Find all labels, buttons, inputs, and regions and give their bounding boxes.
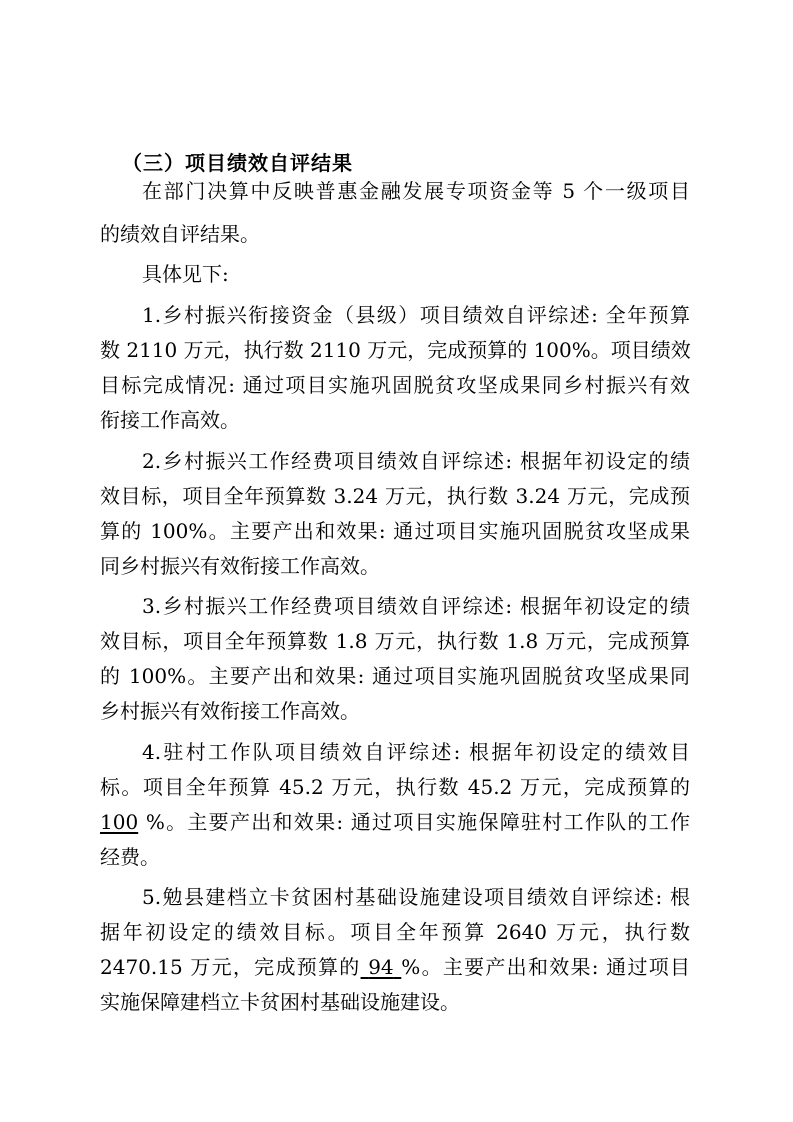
item-4-percent-value: 100 — [100, 810, 139, 834]
item-3-line: 的 100%。主要产出和效果: 通过项目实施巩固脱贫攻坚成果同 — [100, 664, 690, 688]
item-5-line — [100, 951, 690, 983]
item-3-line: 3.乡村振兴工作经费项目绩效自评综述: 根据年初设定的绩 — [142, 594, 690, 618]
item-1-line: 目标完成情况: 通过项目实施巩固脱贫攻坚成果同乡村振兴有效 — [100, 373, 690, 397]
item-2-line: 算的 100%。主要产出和效果: 通过项目实施巩固脱贫攻坚成果 — [100, 519, 690, 543]
item-3-line: 效目标，项目全年预算数 1.8 万元，执行数 1.8 万元，完成预算 — [100, 629, 690, 653]
item-5-line: 据年初设定的绩效目标。项目全年预算 2640 万元，执行数 — [100, 920, 690, 944]
item-4-line-rest: %。主要产出和效果: 通过项目实施保障驻村工作队的工作 — [145, 810, 690, 834]
item-2-line: 同乡村振兴有效衔接工作高效。 — [100, 554, 380, 578]
item-5-line-rest: %。主要产出和效果: 通过项目 — [401, 955, 691, 979]
item-1-line: 衔接工作高效。 — [100, 408, 240, 432]
item-2-line: 效目标，项目全年预算数 3.24 万元，执行数 3.24 万元，完成预 — [100, 484, 690, 508]
item-4-line: 经费。 — [100, 845, 160, 869]
detail-label: 具体见下: — [142, 262, 229, 286]
item-5-line: 5.勉县建档立卡贫困村基础设施建设项目绩效自评综述: 根 — [142, 885, 690, 909]
item-4-line: 标。项目全年预算 45.2 万元，执行数 45.2 万元，完成预算的 — [100, 775, 690, 799]
item-4-line: 4.驻村工作队项目绩效自评综述: 根据年初设定的绩效目 — [142, 740, 690, 764]
item-5-percent-value: 94 — [368, 955, 394, 979]
intro-line: 在部门决算中反映普惠金融发展专项资金等 5 个一级项目 — [142, 179, 690, 203]
intro-line: 的绩效自评结果。 — [100, 222, 260, 246]
item-5-line-start: 2470.15 万元，完成预算的 — [100, 955, 361, 979]
item-4-line — [100, 806, 690, 838]
section-heading: （三）项目绩效自评结果 — [122, 151, 353, 175]
item-1-line: 1.乡村振兴衔接资金（县级）项目绩效自评综述: 全年预算 — [142, 303, 690, 327]
item-1-line: 数 2110 万元，执行数 2110 万元，完成预算的 100%。项目绩效 — [100, 338, 691, 362]
item-3-line: 乡村振兴有效衔接工作高效。 — [100, 699, 360, 723]
item-5-line: 实施保障建档立卡贫困村基础设施建设。 — [100, 990, 460, 1014]
item-2-line: 2.乡村振兴工作经费项目绩效自评综述: 根据年初设定的绩 — [142, 449, 690, 473]
